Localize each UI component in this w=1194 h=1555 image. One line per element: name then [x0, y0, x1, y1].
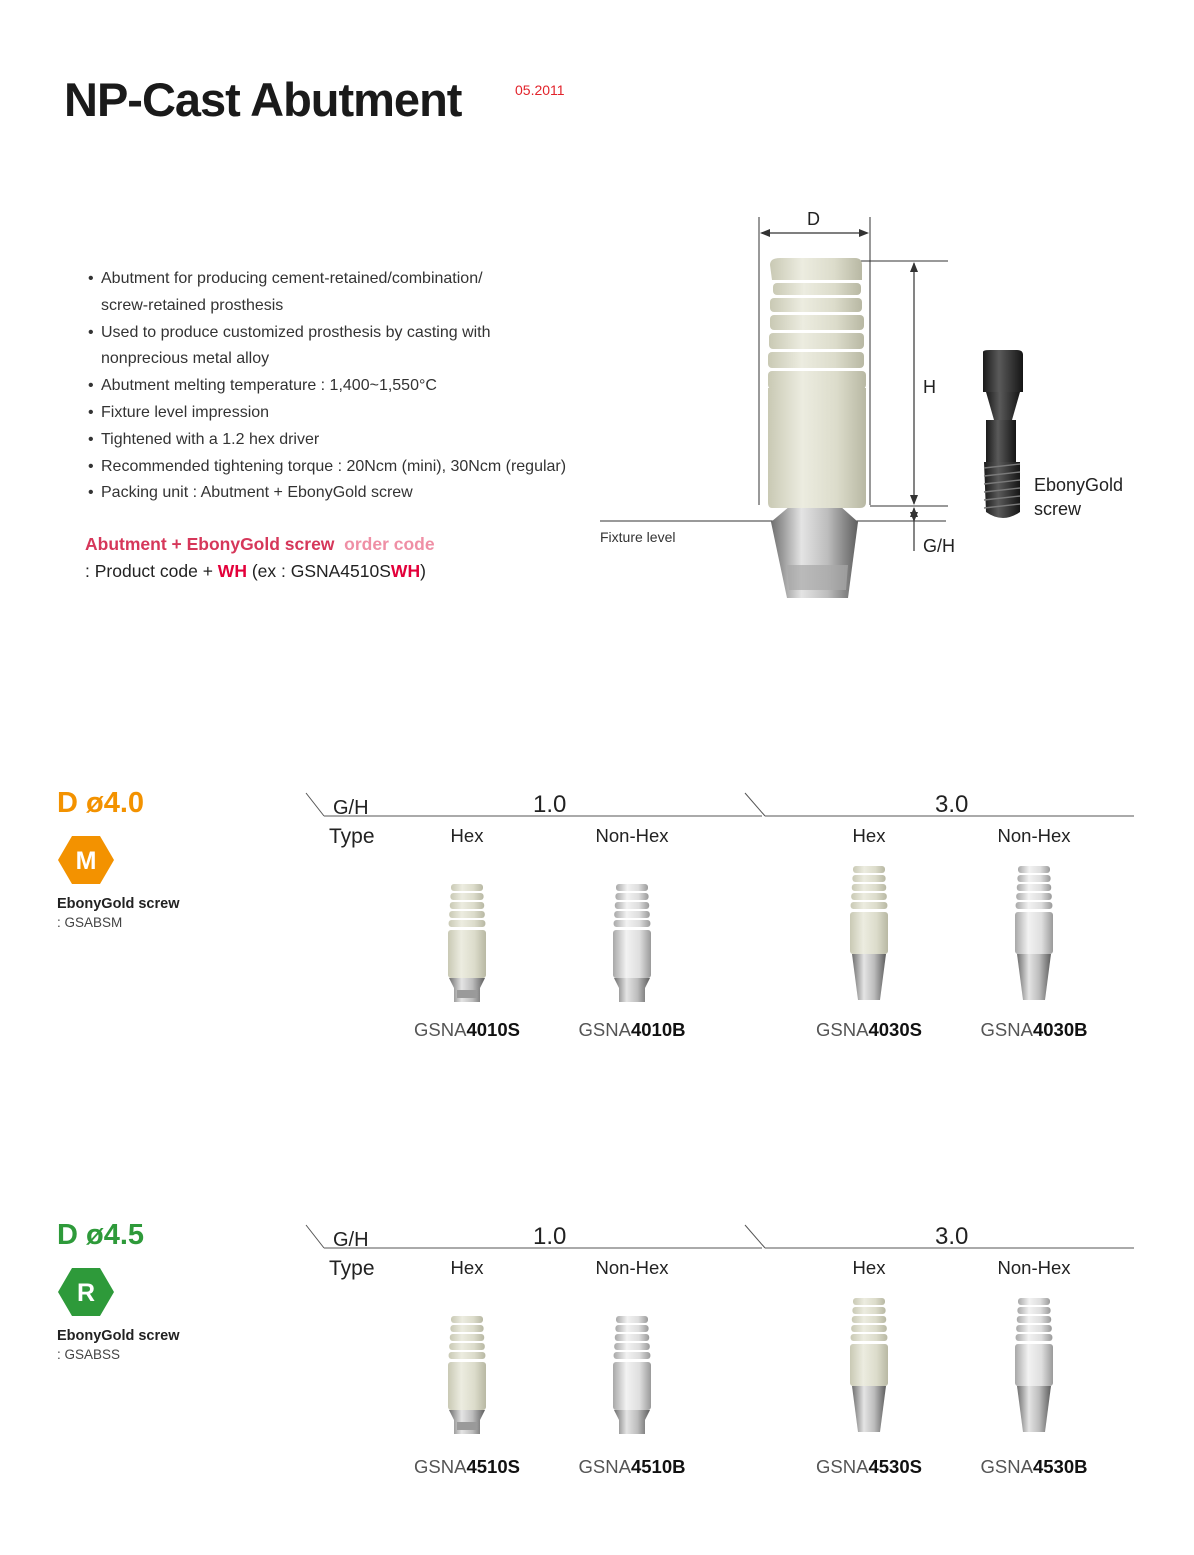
- column-type-header: Non-Hex: [595, 1257, 669, 1278]
- order-code-title-suffix: order code: [344, 534, 435, 554]
- screw-code: : GSABSS: [57, 1347, 121, 1362]
- ebonygold-screw-image: [983, 350, 1023, 518]
- feature-item: • Fixture level impression: [88, 400, 566, 427]
- size-badge: [58, 834, 118, 886]
- product-code: GSNA4030B: [980, 1019, 1088, 1040]
- screw-name: EbonyGold screw: [57, 1328, 180, 1344]
- d-arrow-left: [760, 229, 770, 237]
- column-type-header: Hex: [852, 1257, 886, 1278]
- type-header-label: Type: [329, 825, 375, 848]
- screw-label-1: EbonyGold: [1034, 475, 1124, 495]
- feature-item: • Tightened with a 1.2 hex driver: [88, 427, 566, 454]
- column-type-header: Non-Hex: [997, 1257, 1071, 1278]
- gingival-height-label: G/H: [923, 536, 956, 556]
- d-arrow-right: [859, 229, 869, 237]
- product-code: GSNA4530B: [980, 1456, 1088, 1477]
- product-code: GSNA4510B: [578, 1456, 686, 1477]
- feature-item: • Packing unit : Abutment + EbonyGold screw: [88, 480, 566, 507]
- svg-text:R: R: [76, 1279, 96, 1307]
- fixture-level-label: Fixture level: [600, 529, 676, 545]
- abutment-product-image: [829, 866, 909, 1016]
- size-badge: [58, 1266, 118, 1318]
- gh-header-label: G/H: [333, 797, 369, 819]
- type-header-label: Type: [329, 1257, 375, 1280]
- feature-item: • Abutment for producing cement-retained/combination/ screw-retained prosthesis: [88, 266, 566, 320]
- screw-code: : GSABSM: [57, 915, 123, 930]
- product-section-4-5: [0, 1212, 1194, 1512]
- order-code-line: : Product code + WH (ex : GSNA4510SWH): [85, 561, 426, 581]
- abutment-product-image: [592, 1316, 672, 1466]
- diameter-label: D: [807, 209, 820, 229]
- column-type-header: Hex: [852, 825, 886, 846]
- product-section-4-0: [0, 780, 1194, 1080]
- screw-name: EbonyGold screw: [57, 896, 180, 912]
- abutment-diagram: [0, 0, 1194, 640]
- height-label: H: [923, 377, 936, 397]
- gh-value: 1.0: [533, 1223, 567, 1250]
- page-title: NP-Cast Abutment: [64, 73, 462, 126]
- feature-item: • Abutment melting temperature : 1,400~1,550°C: [88, 373, 566, 400]
- screw-label-2: screw: [1034, 499, 1082, 519]
- section-diameter: D ø4.0: [57, 787, 145, 819]
- column-type-header: Hex: [450, 1257, 484, 1278]
- h-arrow-top: [910, 262, 918, 272]
- order-code-title-main: Abutment + EbonyGold screw: [85, 534, 335, 554]
- abutment-product-image: [427, 1316, 507, 1466]
- publication-date: 05.2011: [515, 82, 565, 98]
- feature-item: • Used to produce customized prosthesis by casting with nonprecious metal alloy: [88, 320, 566, 374]
- gh-header-label: G/H: [333, 1229, 369, 1251]
- column-type-header: Non-Hex: [595, 825, 669, 846]
- gh-value: 3.0: [935, 1223, 969, 1250]
- section-diameter: D ø4.5: [57, 1219, 145, 1251]
- feature-item: • Recommended tightening torque : 20Ncm (mini), 30Ncm (regular): [88, 454, 566, 481]
- product-code: GSNA4010B: [578, 1019, 686, 1040]
- abutment-product-image: [427, 884, 507, 1034]
- abutment-product-image: [994, 866, 1074, 1016]
- gh-value: 3.0: [935, 791, 969, 818]
- abutment-product-image: [829, 1298, 909, 1448]
- large-abutment-image: [768, 258, 866, 598]
- abutment-product-image: [592, 884, 672, 1034]
- column-type-header: Hex: [450, 825, 484, 846]
- product-code: GSNA4030S: [816, 1019, 922, 1040]
- abutment-product-image: [994, 1298, 1074, 1448]
- svg-text:M: M: [75, 847, 97, 875]
- product-code: GSNA4010S: [414, 1019, 520, 1040]
- product-code: GSNA4510S: [414, 1456, 520, 1477]
- gh-value: 1.0: [533, 791, 567, 818]
- product-code: GSNA4530S: [816, 1456, 922, 1477]
- h-arrow-bottom: [910, 495, 918, 505]
- column-type-header: Non-Hex: [997, 825, 1071, 846]
